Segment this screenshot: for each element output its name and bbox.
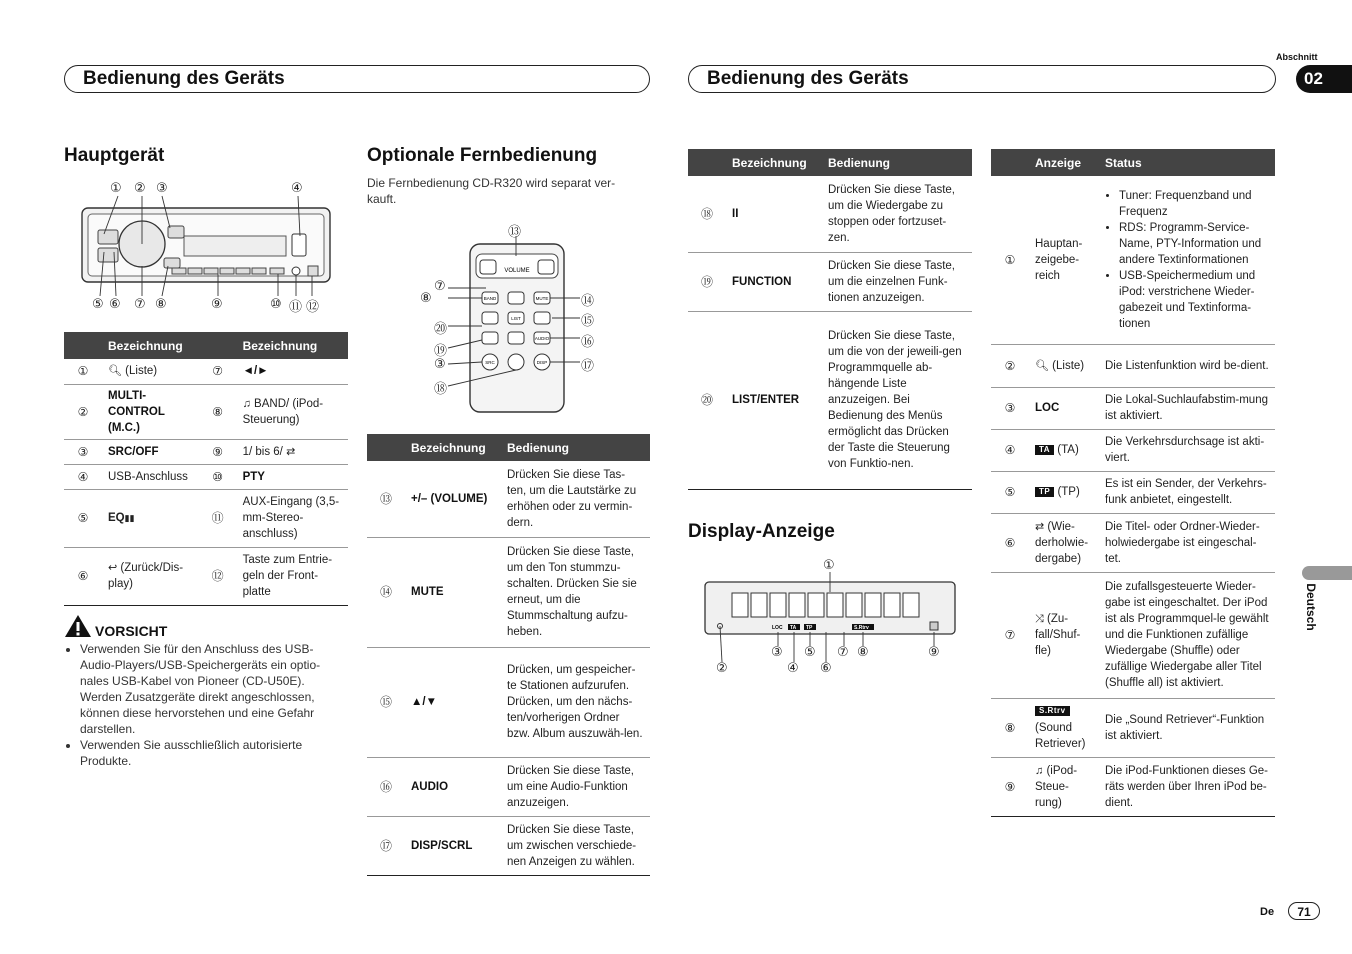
main-unit-title: Hauptgerät <box>64 145 165 166</box>
main-callout-1: ① <box>110 180 122 195</box>
main-unit-table <box>64 332 348 606</box>
remote-callout-17: ⑰ <box>581 358 595 373</box>
remote-label-volume: VOLUME <box>504 268 530 274</box>
remote-callout-18: ⑱ <box>434 381 448 396</box>
repeat-icon: ⇄ <box>1035 520 1045 533</box>
sound-retriever-badge: S.Rtrv <box>1035 706 1070 716</box>
table-row: ⑳ LIST/ENTER Drücken Sie diese Taste, um die von der jeweili-gen Programmquelle ab-hängende Liste anzuzeigen. Bei Bedienung des Menüs ermöglicht das Drücken der Taste die Steuerung von Funktio-nen. <box>688 311 972 489</box>
table-row: ⑲ FUNCTION Drücken Sie diese Taste, um die einzelnen Funk-tionen anzuzeigen. <box>688 252 972 311</box>
language-code: De <box>1260 906 1275 918</box>
remote-title: Optionale Fernbedienung <box>367 145 598 166</box>
table-row: ⑤ EQ▮▮ ⑪ AUX-Eingang (3,5-mm-Stereo-anschluss) <box>64 489 348 547</box>
indicator-table <box>991 149 1275 817</box>
left-header-bar <box>64 65 650 93</box>
section-label: Abschnitt <box>1276 52 1318 62</box>
table-row: ① 🔍︎ (Liste) ⑦ ◄/► <box>64 359 348 384</box>
page-number-badge <box>1288 902 1320 920</box>
list-item: • Verwenden Sie für den Anschluss des USB-Audio-Players/USB-Speichergeräts ein optio-nales USB-Kabel von Pioneer (CD-U50E). Werden Zusatzgeräte direkt angeschlossen, können diese hervorstehen und eine Gefahr darstellen. <box>80 641 348 737</box>
remote2-table-header-2: Bedienung <box>822 149 972 176</box>
remote-label-src: SRC <box>485 360 495 365</box>
display-title: Display-Anzeige <box>688 521 835 542</box>
main-callout-8: ⑧ <box>155 296 167 311</box>
lcd-label-srtrv: S.Rtrv <box>854 625 869 631</box>
remote-label-list: LIST <box>511 316 521 321</box>
table-row: ③ LOC Die Lokal-Suchlaufabstim-mung ist aktiviert. <box>991 387 1275 429</box>
table-row: ⑦ ⤨ (Zu-fall/Shuf-fle) Die zufallsgesteuerte Wieder-gabe ist eingeschaltet. Der iPod ist als Programmquel-le gewählt und die Funktionen zufällige Wiedergabe (Shuffle) oder zufällige Wiedergabe aller Titel (Shuffle all) ist aktiviert. <box>991 572 1275 698</box>
list-item: • Tuner: Frequenzband und Frequenz <box>1119 188 1269 220</box>
table-row: ② MULTI-CONTROL (M.C.) ⑧ ♫ BAND/ (iPod-Steuerung) <box>64 384 348 439</box>
table-row: ⑧ S.Rtrv (Sound Retriever) Die „Sound Retriever“-Funktion ist aktiviert. <box>991 698 1275 757</box>
section-number-badge <box>1296 65 1352 93</box>
lcd-callout-8: ⑧ <box>857 644 869 659</box>
main-callout-6: ⑥ <box>109 296 121 311</box>
page-number: 71 <box>1297 905 1311 919</box>
main-callout-11: ⑪ <box>289 299 303 314</box>
table-row: ③ SRC/OFF ⑨ 1/ bis 6/ ⇄ <box>64 439 348 464</box>
remote-label-disp: DISP <box>536 360 548 365</box>
table-row: ⑰ DISP/SCRL Drücken Sie diese Taste, um zwischen verschiede-nen Anzeigen zu wählen. <box>367 816 650 875</box>
ipod-icon: ♫ <box>1035 764 1044 777</box>
lcd-callout-1: ① <box>823 557 835 572</box>
table-row: ⑤ TP (TP) Es ist ein Sender, der Verkehrs-funk anbietet, eingestellt. <box>991 471 1275 513</box>
lcd-callout-6: ⑥ <box>820 660 832 675</box>
main-callout-7: ⑦ <box>134 296 146 311</box>
lcd-callout-lines <box>700 570 960 670</box>
caution-list <box>66 641 348 769</box>
table-row: ④ USB-Anschluss ⑩ PTY <box>64 464 348 489</box>
back-icon: ↩ <box>108 562 118 574</box>
remote-label-mute: MUTE <box>535 296 549 301</box>
left-header-title: Bedienung des Geräts <box>83 68 285 89</box>
shuffle-icon: ⤨ <box>1035 613 1044 625</box>
lcd-callout-5: ⑤ <box>804 644 816 659</box>
right-header-bar <box>688 65 1276 93</box>
warning-icon <box>64 614 92 638</box>
main-callout-4: ④ <box>291 180 303 195</box>
remote-label-audio: AUDIO <box>534 336 550 341</box>
remote-callout-19: ⑲ <box>434 343 448 358</box>
main-callout-9: ⑨ <box>211 296 223 311</box>
indicator-header-1: Anzeige <box>1029 149 1099 176</box>
lcd-label-ta: TA <box>790 625 797 631</box>
remote-callout-20: ⑳ <box>434 321 448 336</box>
lcd-callout-9: ⑨ <box>928 644 940 659</box>
language-tab <box>1302 566 1352 580</box>
main-table-header-1: Bezeichnung <box>102 332 199 359</box>
table-row: ⑥ ↩ (Zurück/Dis-play) ⑫ Taste zum Entrie-geln der Front-platte <box>64 547 348 605</box>
table-row: ⑨ ♫ (iPod-Steue-rung) Die iPod-Funktionen dieses Ge-räts werden über Ihren iPod be-dient. <box>991 757 1275 816</box>
lcd-label-tp: TP <box>806 625 813 631</box>
table-row: ⑱ II Drücken Sie diese Taste, um die Wiedergabe zu stoppen oder fortzuset-zen. <box>688 176 972 252</box>
remote-intro: Die Fernbedienung CD-R320 wird separat ver-kauft. <box>367 176 616 206</box>
tp-badge: TP <box>1035 487 1054 497</box>
search-icon: 🔍︎ <box>108 365 122 378</box>
lcd-callout-2: ② <box>716 660 728 675</box>
list-item: • USB-Speichermedium und iPod: verstrichene Wieder-gabezeit und Textinforma-tionen <box>1119 268 1269 332</box>
remote-callout-14: ⑭ <box>581 293 595 308</box>
remote-table-continued <box>688 149 972 490</box>
remote-callout-3: ③ <box>434 356 446 371</box>
table-row: ⑯ AUDIO Drücken Sie diese Taste, um eine Audio-Funktion anzuzeigen. <box>367 757 650 816</box>
remote-label-band: BAND <box>483 296 497 301</box>
main-callout-10: ⑩ <box>270 296 282 311</box>
table-row: ⑬ +/– (VOLUME) Drücken Sie diese Tas-ten, um die Lautstärke zu erhöhen oder zu vermin-dern. <box>367 461 650 537</box>
table-row: ⑮ ▲/▼ Drücken, um gespeicher-te Stationen aufzurufen. Drücken, um den nächs-ten/vorherigen Ordner bzw. Album auszuwäh-len. <box>367 647 650 757</box>
repeat-icon: ⇄ <box>286 445 296 458</box>
search-icon: 🔍︎ <box>1035 359 1049 372</box>
list-item: • RDS: Programm-Service-Name, PTY-Information und andere Textinformationen <box>1119 220 1269 268</box>
remote-table-header-1: Bezeichnung <box>405 434 501 461</box>
remote-callout-8: ⑧ <box>420 290 432 305</box>
caution-title: VORSICHT <box>95 623 168 639</box>
lcd-callout-4: ④ <box>787 660 799 675</box>
remote-callout-15: ⑮ <box>581 313 595 328</box>
remote-table <box>367 434 650 876</box>
lcd-label-loc: LOC <box>772 625 783 631</box>
main-table-header-2: Bezeichnung <box>237 332 348 359</box>
section-number: 02 <box>1304 69 1323 88</box>
remote2-table-header-1: Bezeichnung <box>726 149 822 176</box>
aux-jack <box>292 267 300 275</box>
lcd-callout-7: ⑦ <box>837 644 849 659</box>
usb-port <box>292 234 306 256</box>
language-tab-label: Deutsch <box>1304 583 1318 631</box>
main-callout-3: ③ <box>156 180 168 195</box>
right-header-title: Bedienung des Geräts <box>707 68 909 89</box>
remote-callout-16: ⑯ <box>581 334 595 349</box>
main-callout-12: ⑫ <box>306 299 320 314</box>
main-callout-2: ② <box>134 180 146 195</box>
eq-icon: ▮▮ <box>124 513 135 523</box>
indicator-header-2: Status <box>1099 149 1275 176</box>
main-callout-5: ⑤ <box>92 296 104 311</box>
table-row: ② 🔍︎ (Liste) Die Listenfunktion wird be-dient. <box>991 344 1275 387</box>
unit-display <box>184 236 286 256</box>
table-row: ④ TA (TA) Die Verkehrsdurchsage ist akti-viert. <box>991 429 1275 471</box>
remote-table-header-2: Bedienung <box>501 434 650 461</box>
remote-callout-13: ⑬ <box>508 224 522 239</box>
table-row: ⑥ ⇄ (Wie-derholwie-dergabe) Die Titel- oder Ordner-Wieder-holwiedergabe ist eingeschal-tet. <box>991 513 1275 572</box>
lcd-callout-3: ③ <box>771 644 783 659</box>
table-row: ① Hauptan-zeigebe-reich • Tuner: Frequenzband und Frequenz • RDS: Programm-Service-Name, PTY-Information und andere Textinformationen • USB-Speichermedium und iPod: verstrichene Wieder-gabezeit und Textinforma-tionen <box>991 176 1275 344</box>
remote-callout-7: ⑦ <box>434 278 446 293</box>
table-row: ⑭ MUTE Drücken Sie diese Taste, um den Ton stummzu-schalten. Drücken Sie sie erneut, um die Stummschaltung aufzu-heben. <box>367 537 650 647</box>
ta-badge: TA <box>1035 445 1054 455</box>
ipod-icon: ♫ <box>242 397 251 410</box>
list-item: • Verwenden Sie ausschließlich autorisierte Produkte. <box>80 737 348 769</box>
